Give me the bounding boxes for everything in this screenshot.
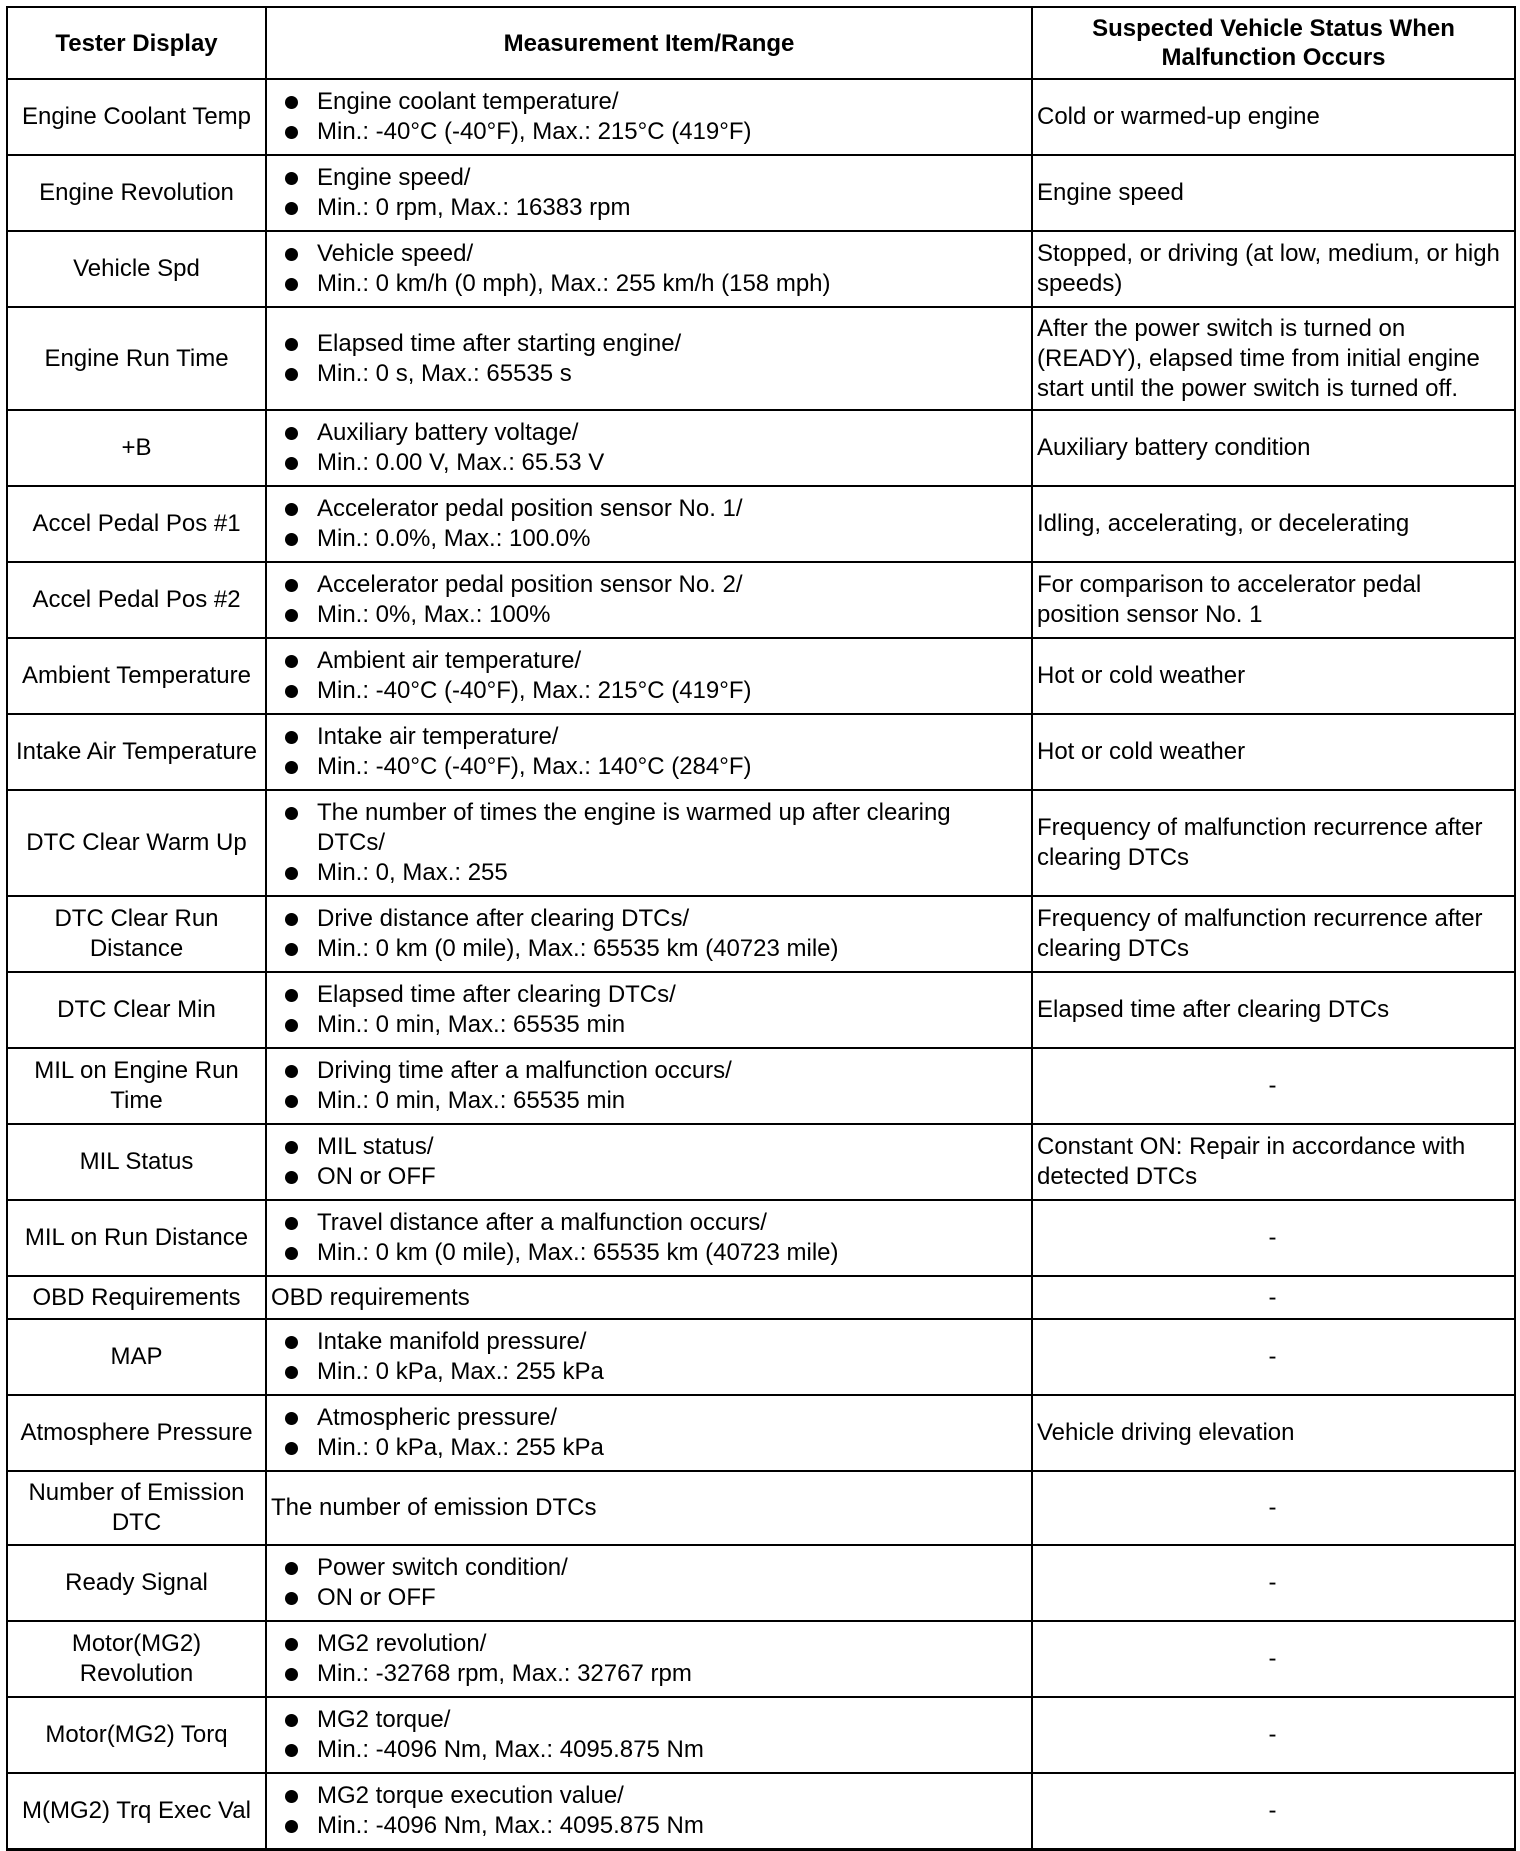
tester-display-cell: MIL Status	[7, 1124, 266, 1200]
bullet-icon	[285, 1638, 298, 1651]
suspected-status-cell: -	[1032, 1545, 1515, 1621]
tester-display-cell: MAP	[7, 1319, 266, 1395]
suspected-status-cell: Auxiliary battery condition	[1032, 410, 1515, 486]
measurement-text: Min.: 0, Max.: 255	[317, 859, 508, 886]
measurement-text: Min.: 0 km (0 mile), Max.: 65535 km (40723 mile)	[317, 935, 839, 962]
tester-display-cell: DTC Clear Run Distance	[7, 896, 266, 972]
bullet-icon	[285, 503, 298, 516]
measurement-text: Vehicle speed/	[317, 240, 474, 267]
measurement-list	[279, 1056, 1025, 1116]
measurement-cell	[266, 1621, 1032, 1697]
measurement-list-item	[279, 570, 1025, 600]
header-measurement-item: Measurement Item/Range	[266, 7, 1032, 79]
measurement-text: Intake air temperature/	[317, 723, 559, 750]
measurement-text: Ambient air temperature/	[317, 647, 582, 674]
table-row	[7, 972, 1515, 1048]
measurement-cell	[266, 1395, 1032, 1471]
bullet-icon	[285, 989, 298, 1002]
bullet-icon	[285, 731, 298, 744]
measurement-text: Elapsed time after starting engine/	[317, 329, 682, 357]
tester-display-cell: Engine Revolution	[7, 155, 266, 231]
measurement-text: MG2 torque execution value/	[317, 1781, 624, 1809]
tester-display-cell: Engine Run Time	[7, 307, 266, 410]
tester-display-cell: DTC Clear Min	[7, 972, 266, 1048]
measurement-cell	[266, 714, 1032, 790]
measurement-list-item	[279, 980, 1025, 1010]
measurement-list-item	[279, 87, 1025, 117]
measurement-text: Travel distance after a malfunction occurs/	[317, 1209, 767, 1236]
measurement-text: Min.: 0%, Max.: 100%	[317, 601, 551, 628]
bullet-icon	[285, 1065, 298, 1078]
tester-display-cell: Motor(MG2) Torq	[7, 1697, 266, 1773]
suspected-status-cell: After the power switch is turned on (READY), elapsed time from initial engine start until the power switch is turned off.	[1032, 307, 1515, 410]
table-row	[7, 155, 1515, 231]
measurement-cell	[266, 1319, 1032, 1395]
tester-display-cell: Atmosphere Pressure	[7, 1395, 266, 1471]
bullet-icon	[285, 1668, 298, 1681]
measurement-text: Power switch condition/	[317, 1554, 568, 1581]
bullet-icon	[285, 248, 298, 261]
measurement-list	[279, 494, 1025, 554]
measurement-list-item	[279, 1208, 1025, 1238]
measurement-text: Min.: 0 min, Max.: 65535 min	[317, 1087, 626, 1114]
measurement-text: Min.: -4096 Nm, Max.: 4095.875 Nm	[317, 1736, 704, 1763]
measurement-text: Min.: -32768 rpm, Max.: 32767 rpm	[317, 1660, 692, 1687]
measurement-list-item	[279, 1010, 1025, 1040]
measurement-text: Min.: 0 km (0 mile), Max.: 65535 km (40723 mile)	[317, 1239, 839, 1266]
bullet-icon	[285, 1019, 298, 1032]
header-tester-display: Tester Display	[7, 7, 266, 79]
table-row	[7, 1319, 1515, 1395]
suspected-status-cell: Engine speed	[1032, 155, 1515, 231]
measurement-cell	[266, 1545, 1032, 1621]
header-suspected-status: Suspected Vehicle Status When Malfunction Occurs	[1032, 7, 1515, 79]
measurement-text: Min.: 0.0%, Max.: 100.0%	[317, 525, 591, 552]
measurement-cell	[266, 155, 1032, 231]
suspected-status-cell: For comparison to accelerator pedal position sensor No. 1	[1032, 562, 1515, 638]
table-row	[7, 1048, 1515, 1124]
measurement-cell	[266, 638, 1032, 714]
measurement-text: Min.: 0 kPa, Max.: 255 kPa	[317, 1358, 604, 1385]
measurement-list-item	[279, 722, 1025, 752]
measurement-list-item	[279, 163, 1025, 193]
measurement-list-item	[279, 676, 1025, 706]
table-row	[7, 1697, 1515, 1773]
measurement-text: Min.: 0 kPa, Max.: 255 kPa	[317, 1434, 604, 1461]
suspected-status-cell: Constant ON: Repair in accordance with detected DTCs	[1032, 1124, 1515, 1200]
tester-display-cell: DTC Clear Warm Up	[7, 790, 266, 896]
bullet-icon	[285, 609, 298, 622]
bullet-icon	[285, 338, 298, 351]
suspected-status-cell: Hot or cold weather	[1032, 638, 1515, 714]
measurement-list-item	[279, 904, 1025, 934]
bullet-icon	[285, 172, 298, 185]
measurement-cell	[266, 1048, 1032, 1124]
measurement-text: Accelerator pedal position sensor No. 2/	[317, 571, 743, 598]
bullet-icon	[285, 685, 298, 698]
tester-display-cell: M(MG2) Trq Exec Val	[7, 1773, 266, 1849]
suspected-status-cell: Frequency of malfunction recurrence after clearing DTCs	[1032, 896, 1515, 972]
suspected-status-cell: Frequency of malfunction recurrence after clearing DTCs	[1032, 790, 1515, 896]
table-row	[7, 1124, 1515, 1200]
measurement-cell	[266, 790, 1032, 896]
bullet-icon	[285, 1217, 298, 1230]
measurement-list-item	[279, 1132, 1025, 1162]
measurement-list-item	[279, 934, 1025, 964]
measurement-list-item	[279, 117, 1025, 147]
measurement-list	[279, 1781, 1025, 1841]
measurement-list-item	[279, 418, 1025, 448]
table-row	[7, 562, 1515, 638]
measurement-cell	[266, 1200, 1032, 1276]
measurement-text: Min.: -4096 Nm, Max.: 4095.875 Nm	[317, 1811, 704, 1839]
bullet-icon	[285, 278, 298, 291]
measurement-list-item	[279, 1086, 1025, 1116]
table-row	[7, 1471, 1515, 1545]
bullet-icon	[285, 126, 298, 139]
measurement-list	[279, 163, 1025, 223]
table-body	[7, 79, 1515, 1849]
measurement-text: Atmospheric pressure/	[317, 1404, 558, 1431]
measurement-list-item	[279, 1781, 1025, 1811]
measurement-text: Min.: 0 km/h (0 mph), Max.: 255 km/h (158 mph)	[317, 270, 831, 297]
measurement-text: Min.: -40°C (-40°F), Max.: 215°C (419°F)	[317, 677, 752, 704]
measurement-list-item	[279, 1553, 1025, 1583]
measurement-list	[279, 239, 1025, 299]
measurement-list-item	[279, 1629, 1025, 1659]
measurement-list	[279, 1208, 1025, 1268]
measurement-text: ON or OFF	[317, 1584, 436, 1611]
measurement-text: Min.: -40°C (-40°F), Max.: 140°C (284°F)	[317, 753, 752, 780]
measurement-text: Auxiliary battery voltage/	[317, 419, 579, 446]
measurement-list-item	[279, 1735, 1025, 1765]
bullet-icon	[285, 943, 298, 956]
measurement-list-item	[279, 494, 1025, 524]
bullet-icon	[285, 1095, 298, 1108]
tester-display-cell: Engine Coolant Temp	[7, 79, 266, 155]
suspected-status-cell: -	[1032, 1048, 1515, 1124]
measurement-text: Engine coolant temperature/	[317, 88, 619, 115]
bullet-icon	[285, 1366, 298, 1379]
measurement-list-item	[279, 329, 1025, 359]
tester-display-cell: Number of Emission DTC	[7, 1471, 266, 1545]
measurement-cell	[266, 562, 1032, 638]
measurement-list-item	[279, 239, 1025, 269]
measurement-list-item	[279, 269, 1025, 299]
bullet-icon	[285, 1141, 298, 1154]
suspected-status-cell: -	[1032, 1621, 1515, 1697]
bullet-icon	[285, 533, 298, 546]
measurement-cell	[266, 1697, 1032, 1773]
measurement-text: Min.: 0 min, Max.: 65535 min	[317, 1011, 626, 1038]
table-row	[7, 714, 1515, 790]
measurement-list-item	[279, 1162, 1025, 1192]
tester-display-cell: Ambient Temperature	[7, 638, 266, 714]
measurement-list-item	[279, 1659, 1025, 1689]
tester-display-cell: Accel Pedal Pos #1	[7, 486, 266, 562]
measurement-text: Min.: 0 s, Max.: 65535 s	[317, 359, 572, 387]
table-row	[7, 231, 1515, 307]
tester-display-cell: MIL on Engine Run Time	[7, 1048, 266, 1124]
tester-display-cell: OBD Requirements	[7, 1276, 266, 1319]
measurement-cell	[266, 307, 1032, 410]
measurement-list	[279, 1629, 1025, 1689]
bullet-icon	[285, 1820, 298, 1833]
measurement-list-item	[279, 1056, 1025, 1086]
bullet-icon	[285, 655, 298, 668]
suspected-status-cell: Vehicle driving elevation	[1032, 1395, 1515, 1471]
measurement-text: Min.: 0 rpm, Max.: 16383 rpm	[317, 194, 631, 221]
bullet-icon	[285, 1744, 298, 1757]
measurement-cell	[266, 79, 1032, 155]
measurement-list-item	[279, 359, 1025, 389]
bullet-icon	[285, 1442, 298, 1455]
bullet-icon	[285, 1412, 298, 1425]
measurement-list	[279, 904, 1025, 964]
measurement-list	[279, 722, 1025, 782]
measurement-list	[279, 980, 1025, 1040]
bullet-icon	[285, 1592, 298, 1605]
suspected-status-cell: -	[1032, 1697, 1515, 1773]
measurement-list-item	[279, 1433, 1025, 1463]
measurement-list-item	[279, 1357, 1025, 1387]
measurement-list	[279, 87, 1025, 147]
measurement-list-item	[279, 798, 1025, 858]
measurement-list	[279, 329, 1025, 389]
measurement-cell	[266, 896, 1032, 972]
bullet-icon	[285, 913, 298, 926]
measurement-text: MIL status/	[317, 1133, 434, 1160]
measurement-text: Engine speed/	[317, 164, 471, 191]
bullet-icon	[285, 1171, 298, 1184]
measurement-text: MG2 revolution/	[317, 1630, 487, 1657]
measurement-cell	[266, 231, 1032, 307]
measurement-list	[279, 1132, 1025, 1192]
suspected-status-cell: -	[1032, 1200, 1515, 1276]
measurement-list-item	[279, 858, 1025, 888]
tester-display-cell: Vehicle Spd	[7, 231, 266, 307]
bullet-icon	[285, 1336, 298, 1349]
measurement-list-item	[279, 1583, 1025, 1613]
bullet-icon	[285, 427, 298, 440]
measurement-list-item	[279, 1403, 1025, 1433]
suspected-status-cell: -	[1032, 1773, 1515, 1849]
table-row	[7, 790, 1515, 896]
measurement-list-item	[279, 752, 1025, 782]
bullet-icon	[285, 1714, 298, 1727]
measurement-cell: OBD requirements	[266, 1276, 1032, 1319]
bullet-icon	[285, 1562, 298, 1575]
measurement-text: Driving time after a malfunction occurs/	[317, 1057, 732, 1084]
bullet-icon	[285, 457, 298, 470]
tester-display-cell: Accel Pedal Pos #2	[7, 562, 266, 638]
suspected-status-cell: Idling, accelerating, or decelerating	[1032, 486, 1515, 562]
measurement-cell	[266, 972, 1032, 1048]
bullet-icon	[285, 1790, 298, 1803]
table-row	[7, 1395, 1515, 1471]
measurement-cell	[266, 1773, 1032, 1849]
table-row	[7, 1621, 1515, 1697]
measurement-list-item	[279, 646, 1025, 676]
table-row	[7, 638, 1515, 714]
measurement-cell	[266, 486, 1032, 562]
measurement-list-item	[279, 1327, 1025, 1357]
measurement-list-item	[279, 524, 1025, 554]
measurement-list	[279, 1327, 1025, 1387]
bullet-icon	[285, 368, 298, 381]
measurement-list	[279, 646, 1025, 706]
bullet-icon	[285, 1247, 298, 1260]
tester-display-cell: Intake Air Temperature	[7, 714, 266, 790]
suspected-status-cell: Hot or cold weather	[1032, 714, 1515, 790]
table-row	[7, 486, 1515, 562]
measurement-text: Min.: 0.00 V, Max.: 65.53 V	[317, 449, 605, 476]
table-row	[7, 896, 1515, 972]
table-row	[7, 79, 1515, 155]
measurement-list-item	[279, 1811, 1025, 1841]
measurement-list	[279, 1553, 1025, 1613]
measurement-list	[279, 1705, 1025, 1765]
table-row	[7, 1276, 1515, 1319]
measurement-list	[279, 798, 1025, 888]
measurement-list-item	[279, 1238, 1025, 1268]
measurement-text: Drive distance after clearing DTCs/	[317, 905, 690, 932]
header-row	[7, 7, 1515, 79]
suspected-status-cell: -	[1032, 1471, 1515, 1545]
measurement-list	[279, 418, 1025, 478]
measurement-text: Min.: -40°C (-40°F), Max.: 215°C (419°F)	[317, 118, 752, 145]
table-row	[7, 1773, 1515, 1849]
measurement-text: MG2 torque/	[317, 1706, 451, 1733]
suspected-status-cell: -	[1032, 1276, 1515, 1319]
tester-display-cell: Motor(MG2) Revolution	[7, 1621, 266, 1697]
suspected-status-cell: Cold or warmed-up engine	[1032, 79, 1515, 155]
bullet-icon	[285, 761, 298, 774]
suspected-status-cell: Elapsed time after clearing DTCs	[1032, 972, 1515, 1048]
bullet-icon	[285, 96, 298, 109]
measurement-text: ON or OFF	[317, 1163, 436, 1190]
measurement-text: The number of times the engine is warmed up after clearing DTCs/	[317, 799, 951, 856]
measurement-text: Elapsed time after clearing DTCs/	[317, 981, 676, 1008]
table-row	[7, 410, 1515, 486]
measurement-list-item	[279, 1705, 1025, 1735]
tester-display-table	[6, 6, 1516, 1851]
tester-display-cell: +B	[7, 410, 266, 486]
measurement-list	[279, 570, 1025, 630]
measurement-list	[279, 1403, 1025, 1463]
table-row	[7, 1200, 1515, 1276]
table-row	[7, 1545, 1515, 1621]
measurement-list-item	[279, 448, 1025, 478]
measurement-text: Accelerator pedal position sensor No. 1/	[317, 495, 743, 522]
bullet-icon	[285, 807, 298, 820]
bullet-icon	[285, 579, 298, 592]
tester-display-cell: MIL on Run Distance	[7, 1200, 266, 1276]
bullet-icon	[285, 202, 298, 215]
measurement-text: Intake manifold pressure/	[317, 1328, 587, 1355]
suspected-status-cell: Stopped, or driving (at low, medium, or high speeds)	[1032, 231, 1515, 307]
measurement-cell	[266, 1124, 1032, 1200]
bullet-icon	[285, 867, 298, 880]
suspected-status-cell: -	[1032, 1319, 1515, 1395]
measurement-list-item	[279, 600, 1025, 630]
measurement-cell	[266, 410, 1032, 486]
tester-display-cell: Ready Signal	[7, 1545, 266, 1621]
table-row	[7, 307, 1515, 410]
measurement-cell: The number of emission DTCs	[266, 1471, 1032, 1545]
measurement-list-item	[279, 193, 1025, 223]
